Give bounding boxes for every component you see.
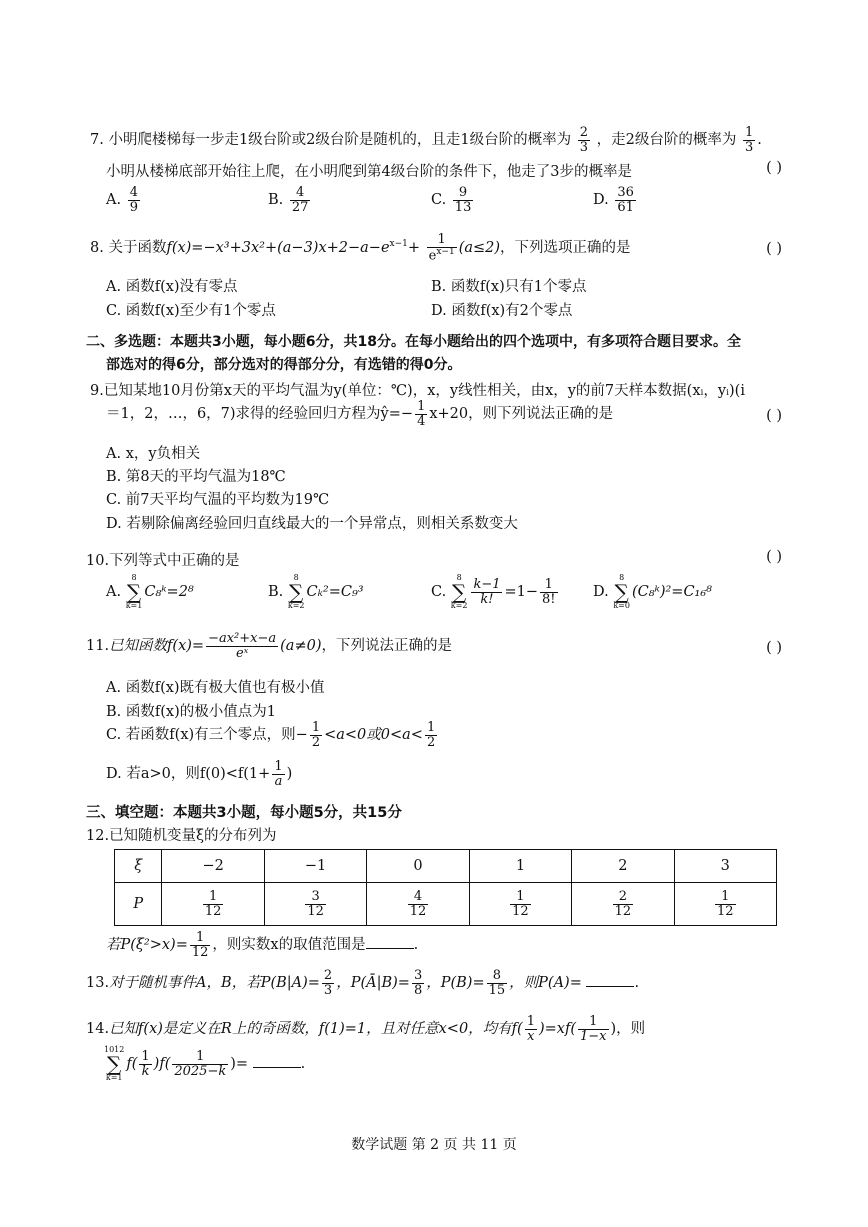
- option-text: x，y负相关: [125, 446, 201, 462]
- q10-stem: [86, 549, 240, 570]
- q7-frac-1-3: [743, 126, 755, 154]
- sigma-icon: 8 ∑ k=2: [287, 573, 305, 610]
- sigma-icon: 8 ∑ k=2: [450, 573, 468, 610]
- table-cell: 2: [572, 850, 674, 883]
- frac-den: eˣ: [235, 645, 249, 661]
- q11-text-a: 已知函数f(x)=: [109, 638, 205, 655]
- frac-num: 2: [323, 968, 333, 983]
- option-label: C.: [431, 192, 447, 209]
- option-text: 前7天平均气温的平均数为19℃: [125, 492, 330, 508]
- table-cell: −2: [162, 850, 264, 883]
- frac-den: 3: [579, 139, 589, 155]
- sum-upper: 8: [619, 573, 625, 582]
- sigma-icon: 8 ∑ k=0: [613, 573, 630, 610]
- q12-number: 12.: [86, 828, 110, 844]
- q14-expr-a: f(: [126, 1056, 138, 1072]
- q11-option-b: [106, 700, 276, 721]
- q9-line2b: x+20，则下列说法正确的是: [429, 406, 614, 423]
- frac-num: 1: [190, 931, 211, 946]
- frac-den: 8!: [542, 591, 556, 607]
- q12-after-end: .: [413, 937, 419, 954]
- q14-text-a: 已知f(x)是定义在R上的奇函数，f(1)=1，且对任意x<0，均有f(: [109, 1021, 523, 1038]
- option-frac-2: [425, 721, 437, 749]
- option-frac-1: [310, 721, 322, 749]
- option-label: A.: [106, 279, 122, 295]
- q13-text-c: ，P(B)=: [426, 975, 485, 992]
- table-row: [115, 850, 777, 883]
- answer-blank[interactable]: [253, 1053, 301, 1068]
- frac-den: 12: [409, 903, 427, 919]
- section3-heading: 三、填空题：本题共3小题，每小题5分，共15分: [86, 805, 402, 821]
- option-label: B.: [106, 469, 122, 485]
- q14-number: 14.: [86, 1021, 110, 1038]
- q13-frac-2: [412, 969, 424, 997]
- frac-num: 8: [487, 969, 508, 984]
- frac-den-exp: x−1: [436, 246, 455, 257]
- option-text: 若剔除偏离经验回归直线最大的一个异常点，则相关系数变大: [126, 516, 518, 532]
- section2-heading-line1: 二、多选题：本题共3小题，每小题6分，共18分。在每小题给出的四个选项中，有多项符合题目要求。全: [86, 334, 741, 350]
- option-text: 函数f(x)至少有1个零点: [125, 303, 276, 319]
- sum-lower: k=1: [125, 601, 143, 610]
- frac-num: 1: [141, 1048, 150, 1064]
- q9-number: 9.: [90, 383, 104, 399]
- sum-upper: 8: [456, 573, 462, 582]
- table-header-cell: P: [115, 883, 162, 926]
- q7-text1: 小明爬楼梯每一步走1级台阶或2级台阶是随机的，且走1级台阶的概率为: [108, 132, 572, 149]
- distribution-table: [114, 849, 777, 926]
- frac-num: k−1: [473, 576, 501, 592]
- option-label: A.: [106, 680, 122, 696]
- option-frac: [453, 186, 474, 214]
- option-frac: [128, 186, 140, 214]
- option-label: D.: [431, 303, 447, 319]
- frac-num: 3: [305, 890, 326, 905]
- frac-num: 1: [578, 1015, 609, 1030]
- option-label: D.: [593, 192, 609, 209]
- frac-den: 61: [617, 199, 634, 215]
- frac-num: 1: [526, 1014, 535, 1029]
- option-label: C.: [106, 303, 122, 319]
- option-label: B.: [431, 279, 447, 295]
- q7-frac-2-3: [578, 126, 590, 154]
- table-cell: −1: [264, 850, 366, 883]
- frac-den: 3: [323, 982, 333, 998]
- q13-frac-1: [322, 969, 334, 997]
- q9-option-c: [106, 488, 329, 509]
- q8-frac: [427, 233, 457, 263]
- frac-num: 3: [413, 968, 423, 983]
- option-tail: =1−: [504, 584, 539, 600]
- q10-option-c: [431, 574, 560, 610]
- q10-number: 10.: [86, 553, 110, 569]
- q9-frac: [415, 400, 427, 428]
- q10-option-b: [268, 574, 364, 610]
- option-text: 第8天的平均气温为18℃: [125, 469, 286, 485]
- frac-den: 15: [488, 982, 506, 998]
- q11-option-c: [106, 721, 439, 749]
- q14-frac-2: [578, 1015, 609, 1043]
- q7-option-b: [268, 186, 312, 214]
- q10-text: 下列等式中正确的是: [109, 553, 240, 569]
- q12-question: [106, 931, 418, 959]
- q14-text-c: )，则: [610, 1021, 646, 1038]
- frac-num: 1: [274, 759, 283, 774]
- sigma-icon: 1012 ∑ k=1: [104, 1045, 125, 1082]
- q7-option-c: [431, 186, 475, 214]
- frac-den: k!: [480, 591, 494, 607]
- frac-den: 12: [512, 903, 529, 919]
- table-cell: [469, 883, 571, 926]
- q12-stem: [86, 824, 277, 845]
- table-cell: [162, 883, 264, 926]
- q11-stem: [86, 632, 452, 660]
- q14-text-b: )=xf(: [538, 1021, 576, 1038]
- frac-den: 13: [454, 199, 472, 215]
- q8-text-a: 关于函数: [108, 239, 167, 256]
- option-frac: [471, 578, 502, 606]
- q8-func: f(x)=−x³+3x²+(a−3)x+2−a−e: [166, 239, 390, 256]
- option-label: C.: [106, 492, 122, 508]
- cell-frac: [510, 890, 531, 918]
- sum-upper: 1012: [104, 1045, 125, 1054]
- option-label: B.: [268, 584, 284, 600]
- q8-text-b: ，下列选项正确的是: [500, 239, 631, 256]
- q13-text-b: ，P(Ā|B)=: [336, 975, 410, 992]
- q7-text3: .: [757, 132, 762, 149]
- q8-cond: (a≤2): [458, 239, 501, 256]
- page-footer: 数学试题 第 2 页 共 11 页: [351, 1137, 517, 1153]
- option-label: C.: [106, 727, 122, 744]
- option-label: D.: [593, 584, 609, 600]
- answer-blank[interactable]: [586, 972, 634, 987]
- frac-num: 1: [203, 890, 224, 905]
- option-frac: [272, 760, 284, 788]
- answer-blank[interactable]: [366, 934, 414, 949]
- q14-line1: [86, 1015, 645, 1043]
- option-text: 函数f(x)只有1个零点: [450, 279, 587, 295]
- option-expr: Cₖ²=C₉³: [306, 584, 364, 600]
- cell-frac: [408, 890, 429, 918]
- table-row: [115, 883, 777, 926]
- frac-num: 36: [617, 185, 634, 200]
- cell-frac: [203, 890, 224, 918]
- option-label: A.: [106, 584, 122, 600]
- frac-den: 12: [191, 944, 209, 960]
- q13-stem: [86, 969, 639, 997]
- frac-num: 1: [427, 233, 457, 248]
- option-label: D.: [106, 516, 122, 532]
- q9-option-a: [106, 442, 200, 463]
- q8-option-d: [431, 299, 572, 320]
- q13-number: 13.: [86, 975, 110, 992]
- option-expr: C₈ᵏ=2⁸: [144, 584, 194, 600]
- q9-answer-paren: ( ): [766, 408, 782, 424]
- frac-num: 1: [715, 890, 736, 905]
- option-label: A.: [106, 192, 122, 209]
- section2-heading-line2: 部选对的得6分，部分选对的得部分分，有选错的得0分。: [106, 357, 462, 373]
- q13-frac-3: [487, 969, 508, 997]
- q8-line1: [90, 233, 631, 263]
- q7-line2: 小明从楼梯底部开始往上爬，在小明爬到第4级台阶的条件下，他走了3步的概率是: [106, 164, 632, 180]
- cell-frac: [613, 890, 634, 918]
- q8-number: 8.: [90, 239, 104, 256]
- frac-num: 1: [744, 125, 754, 140]
- option-text-a: 若a>0，则f(0)<f(1+: [126, 766, 271, 783]
- frac-den: 2: [311, 734, 321, 750]
- frac-den: x: [527, 1028, 535, 1044]
- frac-num: 4: [408, 890, 429, 905]
- frac-num: 2: [579, 125, 589, 140]
- option-text: 函数f(x)有2个零点: [451, 303, 573, 319]
- option-label: D.: [106, 766, 122, 783]
- option-label: C.: [431, 584, 447, 600]
- frac-den: 8: [413, 982, 423, 998]
- q13-text-d: ，则P(A)=: [509, 975, 582, 992]
- q8-answer-paren: ( ): [766, 241, 782, 257]
- q11-number: 11.: [86, 638, 110, 655]
- option-label: A.: [106, 446, 122, 462]
- cell-frac: [305, 890, 326, 918]
- q12-after-a: 若P(ξ²>x)=: [106, 937, 188, 954]
- q14-line2: [104, 1046, 305, 1082]
- q9-line1-text: 已知某地10月份第x天的平均气温为y(单位：℃)，x，y线性相关，由x，y的前7天样本数据(xᵢ，yᵢ)(i: [103, 383, 745, 399]
- sum-lower: k=2: [287, 601, 305, 610]
- option-frac: [615, 186, 636, 214]
- table-cell: [572, 883, 674, 926]
- q9-line2a: ＝1，2，…，6，7)求得的经验回归方程为ŷ=−: [106, 406, 414, 423]
- q7-number: 7.: [90, 132, 104, 149]
- q8-option-a: [106, 275, 238, 296]
- option-text-b: ): [286, 766, 293, 783]
- frac-den: 12: [307, 903, 324, 919]
- q11-cond: (a≠0): [280, 638, 322, 655]
- frac-den: 2025−k: [174, 1063, 227, 1079]
- sigma-icon: 8 ∑ k=1: [125, 573, 143, 610]
- frac-num: 4: [129, 185, 138, 200]
- option-frac: [290, 186, 311, 214]
- frac-den: 12: [717, 903, 734, 919]
- sum-lower: k=1: [105, 1073, 123, 1082]
- table-cell: [264, 883, 366, 926]
- frac-num: 2: [613, 890, 634, 905]
- frac-num: 1: [417, 399, 426, 414]
- q9-option-d: [106, 512, 518, 533]
- frac-den: 12: [204, 903, 222, 919]
- table-header-cell: ξ: [115, 850, 162, 883]
- q14-expr-b: )f(: [153, 1056, 171, 1072]
- q8-plus: +: [407, 239, 421, 256]
- q14-end: .: [300, 1056, 306, 1072]
- frac-den: 4: [417, 413, 426, 429]
- frac-den: 2: [426, 734, 436, 750]
- q9-line2: [106, 400, 613, 428]
- q13-text-a: 对于随机事件A，B，若P(B|A)=: [109, 975, 320, 992]
- q10-option-a: [106, 574, 194, 610]
- q14-frac-1: [525, 1015, 537, 1043]
- q10-option-d: [593, 574, 712, 610]
- option-label: B.: [268, 192, 284, 209]
- q7-line1: [90, 126, 762, 154]
- q11-option-d: [106, 760, 292, 788]
- sum-upper: 8: [293, 573, 299, 582]
- frac-num: −ax²+x−a: [208, 631, 277, 646]
- cell-frac: [715, 890, 736, 918]
- frac-num: 1: [426, 720, 436, 735]
- frac-num: 9: [453, 186, 474, 201]
- table-cell: [367, 883, 469, 926]
- q7-answer-paren: ( ): [766, 160, 782, 176]
- frac-den: 12: [614, 903, 632, 919]
- frac-den: 1−x: [580, 1028, 607, 1044]
- frac-num: 1: [172, 1050, 228, 1065]
- frac-num: 4: [290, 186, 311, 201]
- frac-num: 1: [510, 890, 531, 905]
- option-text: 函数f(x)没有零点: [125, 279, 238, 295]
- frac-den-base: e: [428, 247, 437, 263]
- frac-den: 9: [129, 199, 138, 215]
- frac-den: [427, 248, 457, 263]
- option-text-b: <a<0或0<a<: [324, 727, 423, 744]
- q8-option-c: [106, 299, 276, 320]
- q12-after-b: ，则实数x的取值范围是: [212, 937, 366, 954]
- q12-frac: [190, 931, 211, 959]
- option-text: 函数f(x)的极小值点为1: [125, 704, 276, 720]
- table-cell: [674, 883, 776, 926]
- q14-frac-4: [172, 1050, 228, 1078]
- q8-option-b: [431, 275, 586, 296]
- q14-expr-c: )=: [230, 1056, 249, 1072]
- q12-text: 已知随机变量ξ的分布列为: [109, 828, 277, 844]
- frac-den: a: [274, 773, 283, 789]
- sum-lower: k=0: [613, 601, 630, 610]
- q11-text-b: ，下列说法正确的是: [321, 638, 452, 655]
- option-text: 函数f(x)既有极大值也有极小值: [125, 680, 325, 696]
- frac-num: 1: [311, 720, 321, 735]
- table-cell: 3: [674, 850, 776, 883]
- q14-frac-3: [139, 1050, 151, 1078]
- option-frac-tail: [540, 578, 558, 606]
- q10-answer-paren: ( ): [766, 549, 782, 565]
- q9-option-b: [106, 465, 286, 486]
- frac-den: k: [141, 1063, 150, 1079]
- sum-upper: 8: [131, 573, 137, 582]
- table-cell: 0: [367, 850, 469, 883]
- q8-exp: x−1: [389, 238, 408, 249]
- q11-answer-paren: ( ): [766, 640, 782, 656]
- q11-frac: [206, 632, 278, 660]
- table-cell: 1: [469, 850, 571, 883]
- q13-end: .: [634, 975, 640, 992]
- frac-den: 27: [291, 199, 309, 215]
- q9-line1: [90, 379, 745, 400]
- option-expr: (C₈ᵏ)²=C₁₆⁸: [631, 584, 712, 600]
- q11-option-a: [106, 676, 325, 697]
- option-label: B.: [106, 704, 122, 720]
- q7-option-d: [593, 186, 638, 214]
- q7-option-a: [106, 186, 142, 214]
- frac-den: 3: [744, 139, 754, 155]
- q7-text2: ，走2级台阶的概率为: [596, 132, 737, 149]
- option-text-a: 若函数f(x)有三个零点，则−: [125, 727, 308, 744]
- sum-lower: k=2: [450, 601, 468, 610]
- frac-num: 1: [540, 578, 558, 593]
